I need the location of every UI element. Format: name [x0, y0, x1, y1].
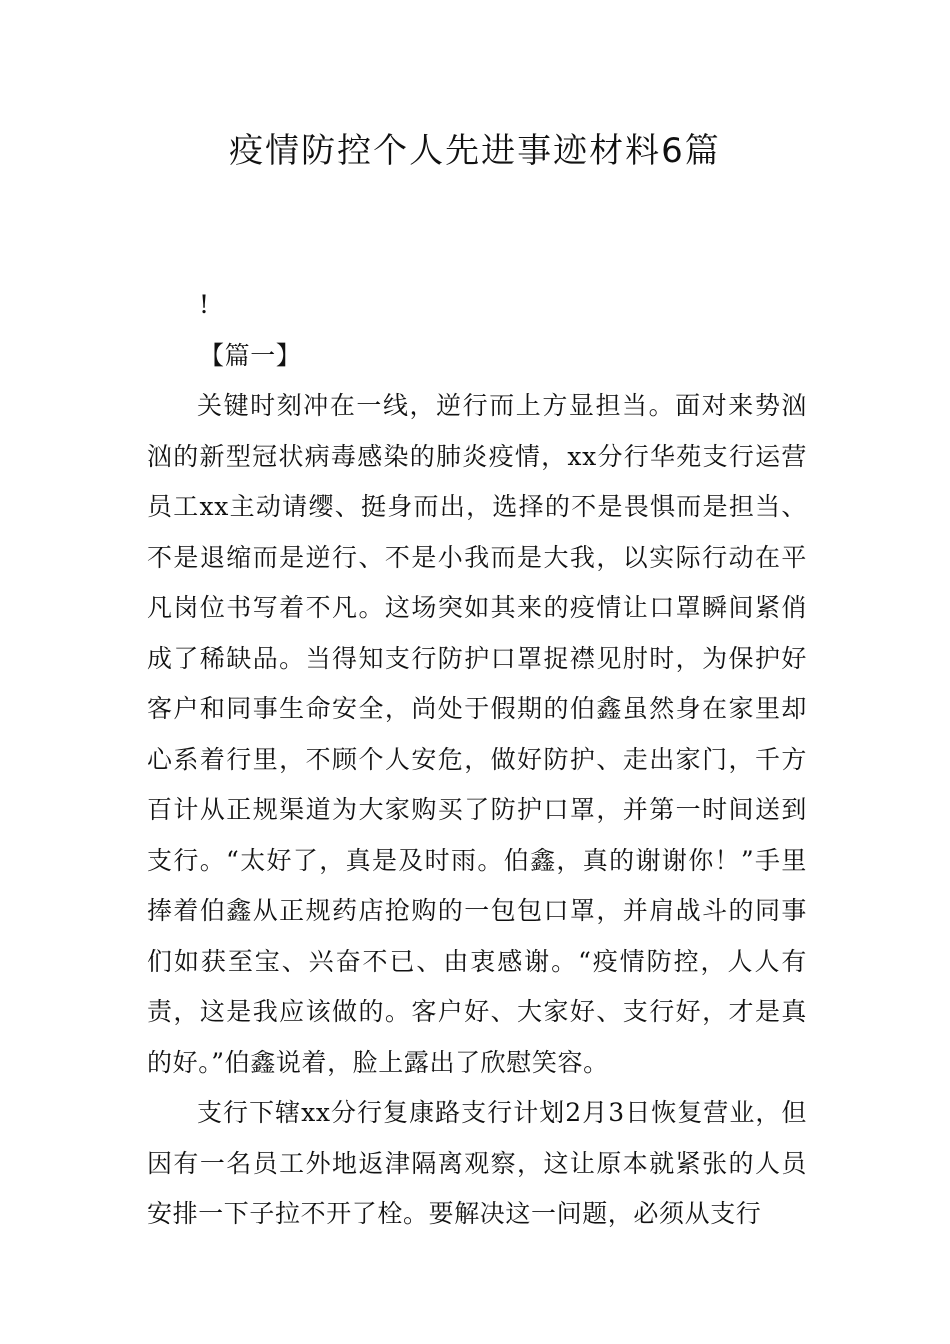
- section-heading: 【篇一】: [199, 340, 302, 370]
- document-title: 疫情防控个人先进事迹材料6篇: [229, 131, 721, 171]
- paragraph-2: 支行下辖xx分行复康路支行计划2月3日恢复营业，但因有一名员工外地返津隔离观察，这让原本就紧张的人员安排一下子拉不开了栓。要解决这一问题，必须从支行: [147, 1098, 807, 1228]
- document-body: [147, 280, 807, 1240]
- exclamation-marker: !: [199, 290, 210, 319]
- paragraph-1: 关键时刻冲在一线，逆行而上方显担当。面对来势汹汹的新型冠状病毒感染的肺炎疫情，xx分行华苑支行运营员工xx主动请缨、挺身而出，选择的不是畏惧而是担当、不是退缩而是逆行、不是小我而是大我，以实际行动在平凡岗位书写着不凡。这场突如其来的疫情让口罩瞬间紧俏成了稀缺品。当得知支行防护口罩捉襟见肘时，为保护好客户和同事生命安全，尚处于假期的伯鑫虽然身在家里却心系着行里，不顾个人安危，做好防护、走出家门，千方百计从正规渠道为大家购买了防护口罩，并第一时间送到支行。“太好了，真是及时雨。伯鑫，真的谢谢你！”手里捧着伯鑫从正规药店抢购的一包包口罩，并肩战斗的同事们如获至宝、兴奋不已、由衷感谢。“疫情防控，人人有责，这是我应该做的。客户好、大家好、支行好，才是真的好。”伯鑫说着，脸上露出了欣慰笑容。: [147, 391, 807, 1077]
